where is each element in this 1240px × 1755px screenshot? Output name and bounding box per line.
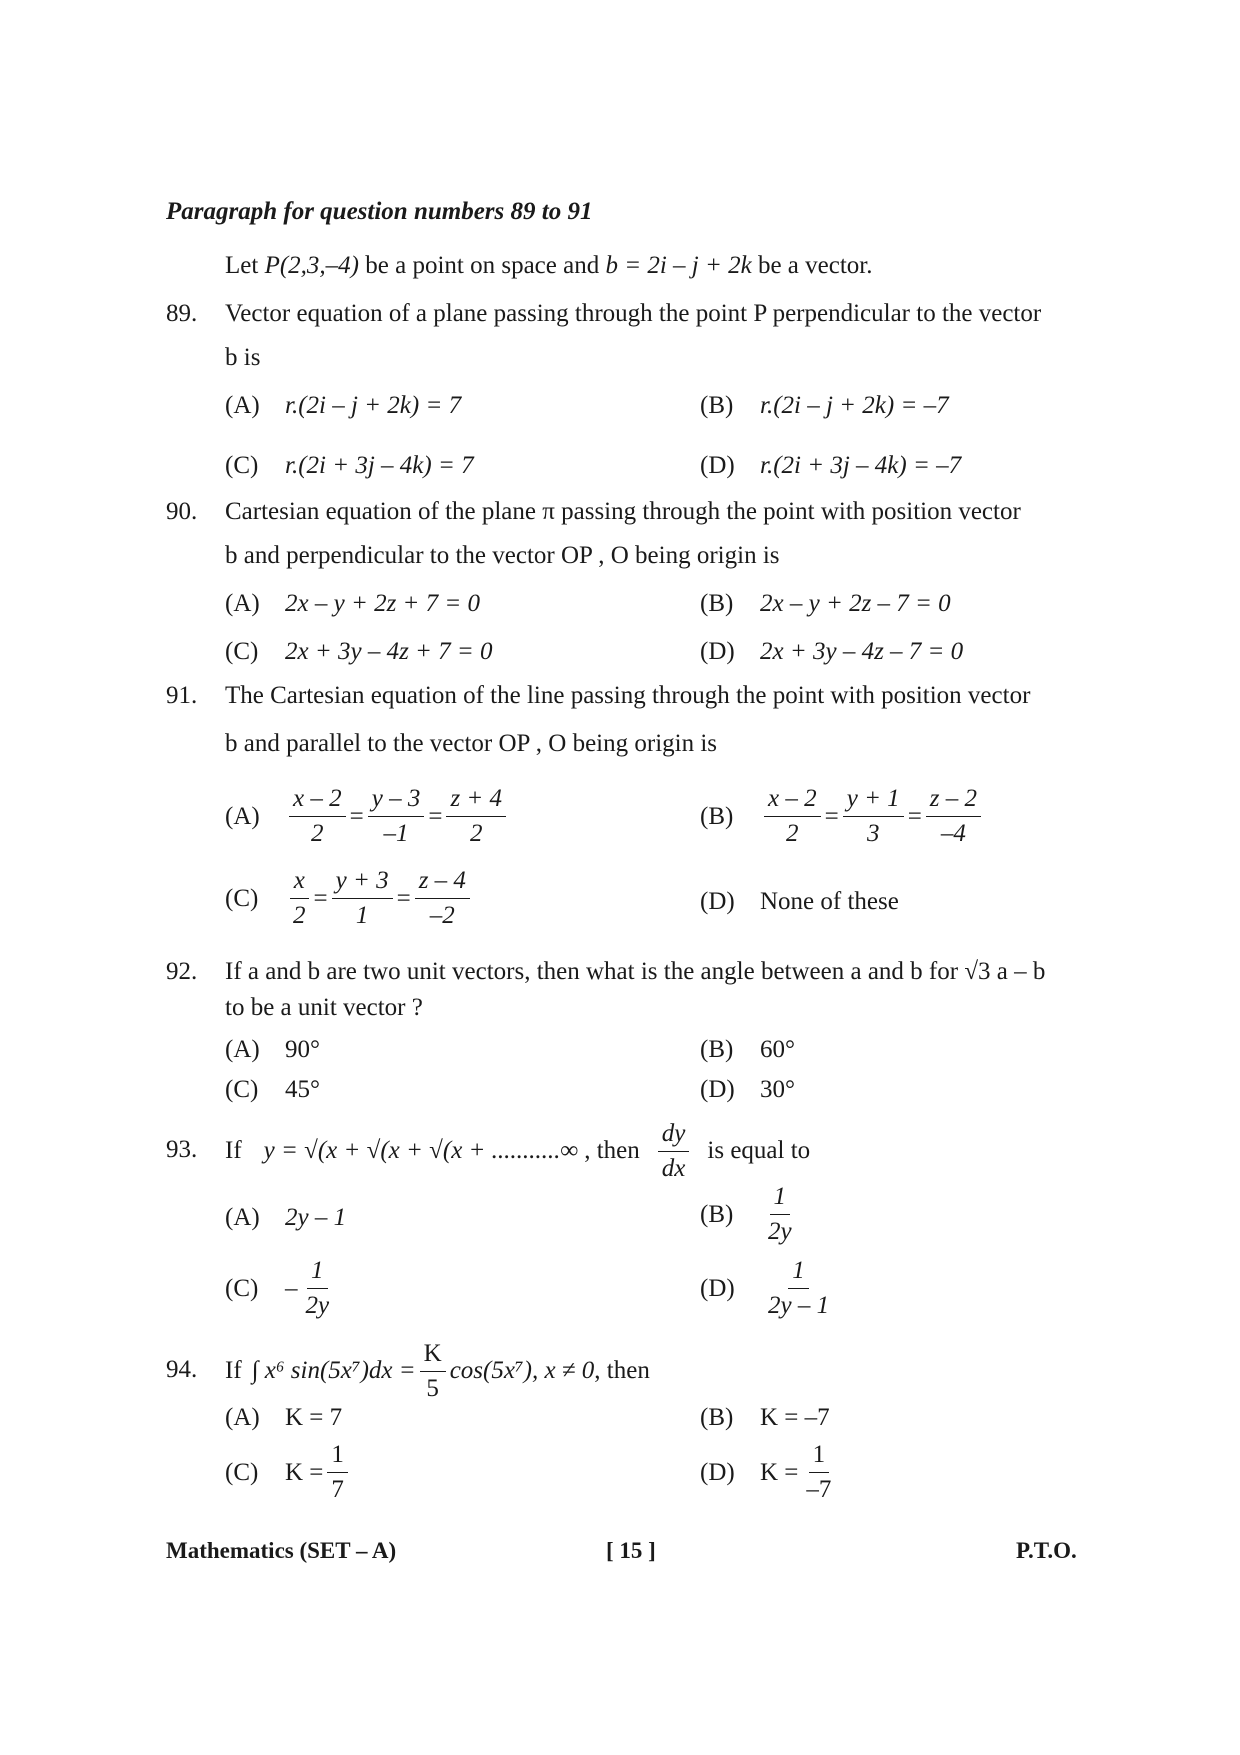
- question-stem-line2: b and perpendicular to the vector OP , O being origin is: [225, 542, 780, 569]
- question-stem-line1: Vector equation of a plane passing through the point P perpendicular to the vector: [225, 300, 1042, 327]
- question-number: 89.: [166, 300, 198, 327]
- fraction: $\frac{y + 1}{3}$: [843, 784, 904, 849]
- equals-sign: =: [396, 884, 411, 912]
- question-number: 93.: [166, 1136, 198, 1163]
- option-a: (A) 2x – y + 2z + 7 = 0: [225, 590, 481, 617]
- question-number: 90.: [166, 498, 198, 525]
- equals-sign: =: [428, 802, 443, 830]
- option-d: (D) K = $\frac{1}{-7}$: [700, 1440, 839, 1505]
- option-c: (C) 2x + 3y – 4z + 7 = 0: [225, 638, 493, 665]
- question-stem-line2: to be a unit vector ?: [225, 994, 423, 1021]
- option-d: (D) $\frac{1}{2y - 1}$: [700, 1256, 837, 1321]
- question-number: 94.: [166, 1356, 198, 1383]
- option-d: (D) 30°: [700, 1076, 795, 1103]
- fraction: $\frac{1}{2y}$: [305, 1257, 330, 1319]
- equals-sign: =: [907, 802, 922, 830]
- fraction: $\frac{z - 2}{-4}$: [926, 784, 981, 849]
- option-b: (B) $\frac{1}{2y}$: [700, 1182, 800, 1247]
- option-a: (A) 2y – 1: [225, 1204, 347, 1231]
- equals-sign: =: [349, 802, 364, 830]
- option-b: (B) 60°: [700, 1036, 795, 1063]
- option-b: (B) r.(2i – j + 2k) = –7: [700, 392, 949, 419]
- footer-page-number: [ 15 ]: [606, 1538, 656, 1563]
- option-c: (C) $\frac{x}{2}$ = $\frac{y + 3}{1}$ = $\frac{z - 4}{-2}$: [225, 866, 474, 931]
- fraction: $\frac{K}{5}$: [420, 1339, 446, 1404]
- question-stem-line1: If a and b are two unit vectors, then what is the angle between a and b for √3 a – b: [225, 958, 1046, 985]
- option-d: (D) None of these: [700, 888, 899, 915]
- question-number: 91.: [166, 682, 198, 709]
- question-stem: If y = √(x + √(x + √(x + ...........∞ , then $\frac{dy}{dx}$ is equal to: [225, 1119, 811, 1182]
- question-stem-line1: The Cartesian equation of the line passing through the point with position vector: [225, 682, 1031, 709]
- intro-line: Let P(2,3,–4) be a point on space and b = 2i – j + 2k be a vector.: [225, 252, 873, 279]
- derivative-fraction: $\frac{dy}{dx}$: [658, 1119, 690, 1184]
- question-stem-line1: Cartesian equation of the plane π passing through the point with position vector: [225, 498, 1021, 525]
- equals-sign: =: [313, 884, 328, 912]
- option-a: (A) 90°: [225, 1036, 320, 1063]
- option-c: (C) K = $\frac{1}{7}$: [225, 1440, 352, 1505]
- question-stem-line2: b and parallel to the vector OP , O being origin is: [225, 730, 718, 757]
- footer-pto: P.T.O.: [1016, 1538, 1077, 1563]
- fraction: $\frac{1}{2y}$: [768, 1183, 792, 1245]
- nested-radical-expression: y = √(x + √(x + √(x + ...........∞: [263, 1137, 579, 1164]
- option-b: (B) 2x – y + 2z – 7 = 0: [700, 590, 951, 617]
- equals-sign: =: [824, 802, 839, 830]
- fraction: $\frac{x - 2}{2}$: [764, 784, 821, 849]
- fraction: $\frac{x}{2}$: [289, 866, 310, 931]
- fraction: $\frac{y - 3}{-1}$: [368, 784, 425, 849]
- question-stem: If ∫ x⁶ sin(5x⁷)dx = $\frac{K}{5}$ cos(5x⁷), x ≠ 0 , then: [225, 1339, 650, 1402]
- fraction: $\frac{z + 4}{2}$: [446, 784, 506, 849]
- option-d: (D) r.(2i + 3j – 4k) = –7: [700, 452, 962, 479]
- question-stem-line2: b is: [225, 344, 261, 371]
- option-c: (C) r.(2i + 3j – 4k) = 7: [225, 452, 474, 479]
- fraction: $\frac{z - 4}{-2}$: [415, 866, 470, 931]
- option-b: (B) $\frac{x - 2}{2}$ = $\frac{y + 1}{3}$ = $\frac{z - 2}{-4}$: [700, 784, 985, 849]
- footer-subject: Mathematics (SET – A): [166, 1538, 397, 1563]
- vector-b-def: b = 2i – j + 2k: [605, 252, 752, 279]
- paragraph-title: Paragraph for question numbers 89 to 91: [166, 198, 593, 225]
- fraction: $\frac{1}{7}$: [327, 1440, 348, 1505]
- option-c: (C) – $\frac{1}{2y}$: [225, 1256, 337, 1321]
- option-a: (A) r.(2i – j + 2k) = 7: [225, 392, 462, 419]
- integral-expression: ∫ x⁶ sin(5x⁷)dx =: [251, 1357, 416, 1384]
- question-number: 92.: [166, 958, 198, 985]
- point-p: P(2,3,–4): [264, 252, 359, 279]
- option-b: (B) K = –7: [700, 1404, 830, 1431]
- fraction: $\frac{1}{-7}$: [806, 1441, 832, 1503]
- option-a: (A) K = 7: [225, 1404, 343, 1431]
- option-c: (C) 45°: [225, 1076, 320, 1103]
- option-a: (A) $\frac{x - 2}{2}$ = $\frac{y - 3}{-1}$ = $\frac{z + 4}{2}$: [225, 784, 510, 849]
- fraction: $\frac{1}{2y - 1}$: [768, 1257, 830, 1319]
- fraction: $\frac{y + 3}{1}$: [332, 866, 393, 931]
- fraction: $\frac{x - 2}{2}$: [289, 784, 346, 849]
- option-d: (D) 2x + 3y – 4z – 7 = 0: [700, 638, 964, 665]
